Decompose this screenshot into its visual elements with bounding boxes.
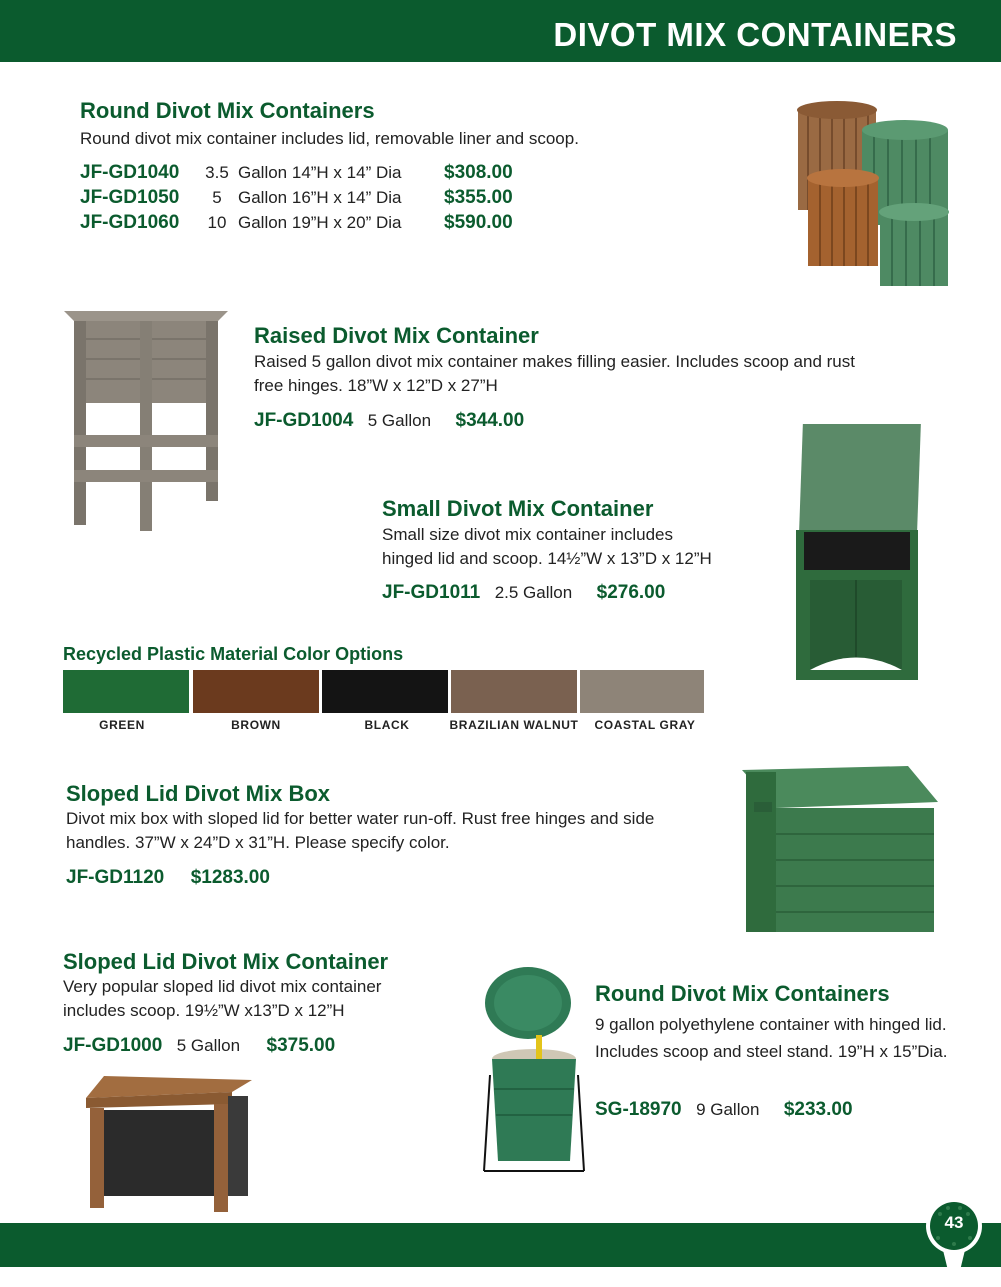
golf-ball-tee-icon: [924, 1196, 984, 1287]
small-container-image: [790, 420, 930, 680]
price: $276.00: [596, 582, 666, 603]
sku: JF-GD1011: [382, 582, 481, 603]
round-containers-image: [790, 100, 960, 295]
sku: JF-GD1000: [63, 1035, 163, 1056]
color-options-title: Recycled Plastic Material Color Options: [63, 644, 404, 664]
price: $375.00: [266, 1035, 336, 1056]
swatch-label-brazilian-walnut: BRAZILIAN WALNUT: [449, 718, 579, 732]
size: 5 Gallon: [367, 411, 432, 430]
swatch-label-green: GREEN: [99, 718, 145, 732]
sloped-box-product-row: [66, 868, 270, 887]
header-bar: [0, 0, 1001, 62]
price: $344.00: [455, 410, 525, 431]
raised-container-title: Raised Divot Mix Container: [254, 323, 539, 348]
sloped-container-description: Very popular sloped lid divot mix container includes scoop. 19½”W x13”D x 12”H: [63, 977, 382, 1020]
small-container-description-line2: hinged lid and scoop. 14½”W x 13”D x 12”H: [382, 549, 712, 568]
sku: SG-18970: [595, 1099, 682, 1120]
price: $590.00: [444, 212, 513, 233]
price: $355.00: [444, 187, 513, 208]
table-row: [80, 163, 513, 188]
sku: JF-GD1004: [254, 410, 354, 431]
size: 5 Gallon: [176, 1036, 241, 1055]
raised-container-image: [60, 305, 230, 535]
round-poly-image: [480, 965, 586, 1185]
price: $1283.00: [190, 867, 270, 888]
green-small-container: [879, 203, 949, 286]
round-containers-table: [80, 163, 513, 238]
gallons: 10: [207, 213, 227, 232]
round-poly-description: 9 gallon polyethylene container with hinged lid. Includes scoop and steel stand. 19”H x 15”Dia.: [595, 1015, 948, 1061]
swatch-brown: [193, 670, 319, 713]
price: $308.00: [444, 162, 513, 183]
sloped-box-image: [740, 762, 940, 942]
raised-container-product-row: [254, 411, 524, 430]
sku: JF-GD1120: [66, 867, 165, 888]
page-title: DIVOT MIX CONTAINERS: [553, 16, 957, 53]
small-container-product-row: [382, 583, 665, 602]
round-containers-title: Round Divot Mix Containers: [80, 98, 375, 123]
round-poly-product-row: [595, 1100, 853, 1119]
sku: JF-GD1050: [80, 187, 180, 208]
gallons: 3.5: [205, 163, 229, 182]
spec: Gallon 16”H x 14” Dia: [238, 188, 402, 207]
small-container-description-line1: Small size divot mix container includes: [382, 525, 674, 544]
table-row: [80, 213, 513, 238]
round-containers-description: Round divot mix container includes lid, removable liner and scoop.: [80, 129, 579, 148]
sloped-container-image: [84, 1074, 256, 1216]
small-container-title: Small Divot Mix Container: [382, 496, 654, 521]
round-poly-title: Round Divot Mix Containers: [595, 981, 890, 1006]
size: 9 Gallon: [696, 1100, 760, 1119]
swatch-coastal-gray: [580, 670, 704, 713]
swatch-brazilian-walnut: [451, 670, 577, 713]
sloped-container-title: Sloped Lid Divot Mix Container: [63, 949, 389, 974]
gallons: 5: [212, 188, 222, 207]
swatch-green: [63, 670, 189, 713]
page-number: 43: [944, 1213, 964, 1232]
swatch-label-brown: BROWN: [231, 718, 281, 732]
sloped-container-product-row: [63, 1036, 335, 1055]
swatch-black: [322, 670, 448, 713]
sloped-box-title: Sloped Lid Divot Mix Box: [66, 781, 331, 806]
size: 2.5 Gallon: [494, 583, 573, 602]
sku: JF-GD1040: [80, 162, 180, 183]
brown-short-container: [807, 169, 879, 266]
sloped-box-description: Divot mix box with sloped lid for better water run-off. Rust free hinges and side handles. 37”W x 24”D x 31”H. Please specify color.: [66, 809, 655, 852]
swatch-label-black: BLACK: [364, 718, 410, 732]
sku: JF-GD1060: [80, 212, 180, 233]
price: $233.00: [783, 1099, 853, 1120]
table-row: [80, 188, 513, 213]
spec: Gallon 14”H x 14” Dia: [238, 163, 402, 182]
raised-container-description: Raised 5 gallon divot mix container makes filling easier. Includes scoop and rust free hinges. 18”W x 12”D x 27”H: [254, 352, 855, 395]
swatch-label-coastal-gray: COASTAL GRAY: [594, 718, 696, 732]
footer-bar: [0, 1223, 1001, 1267]
spec: Gallon 19”H x 20” Dia: [238, 213, 402, 232]
